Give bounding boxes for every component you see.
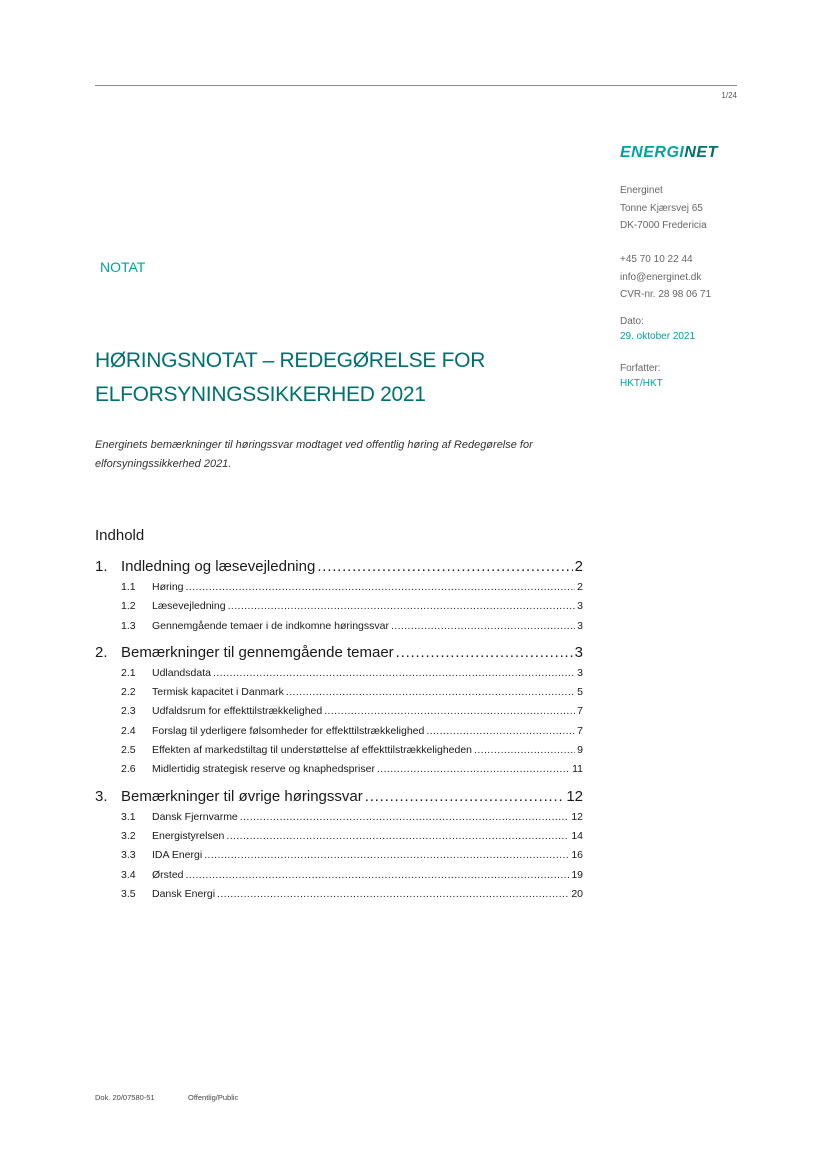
toc-subsection-entry[interactable] <box>95 664 583 683</box>
toc-entry-page: 11 <box>572 763 583 776</box>
toc-subsection-entry[interactable] <box>95 722 583 741</box>
toc-entry-label: Forslag til yderligere følsomheder for effekttilstrækkelighed <box>152 724 425 737</box>
page-indicator: 1/24 <box>721 91 737 100</box>
author-label: Forfatter: <box>620 363 661 374</box>
toc-entry-number: 3. <box>95 787 108 805</box>
document-type-label: NOTAT <box>100 259 146 275</box>
toc-entry-page: 14 <box>571 829 583 842</box>
toc-entry-label: Høring <box>152 581 184 593</box>
toc-subsection-entry[interactable] <box>95 617 583 636</box>
sender-city: DK-7000 Fredericia <box>620 220 707 231</box>
toc-entry-page: 7 <box>577 724 583 737</box>
toc-entry-number: 2.6 <box>121 763 136 776</box>
toc-entry-label: Midlertidig strategisk reserve og knaphedspriser <box>152 763 375 776</box>
toc-dot-leader <box>365 786 565 808</box>
toc-subsection-entry[interactable] <box>95 702 583 721</box>
logo-part-energi: ENERGI <box>620 144 685 161</box>
toc-entry-page: 20 <box>571 887 583 900</box>
author-value: HKT/HKT <box>620 377 663 389</box>
toc-entry-number: 2.5 <box>121 744 136 757</box>
sender-address <box>620 182 707 235</box>
toc-entry-page: 19 <box>571 868 583 881</box>
toc-entry-number: 1.2 <box>121 600 136 613</box>
toc-entry-page: 3 <box>577 619 583 632</box>
toc-section-entry[interactable] <box>95 786 583 808</box>
toc-entry-page: 12 <box>566 787 583 805</box>
toc-entry-page: 5 <box>577 686 583 699</box>
toc-dot-leader <box>217 885 569 904</box>
toc-dot-leader <box>226 827 569 846</box>
toc-dot-leader <box>396 642 573 664</box>
toc-dot-leader <box>286 683 575 702</box>
toc-entry-page: 3 <box>574 643 583 661</box>
toc-entry-page: 2 <box>577 581 583 593</box>
toc-entry-number: 3.3 <box>121 849 136 862</box>
toc-entry-number: 1.3 <box>121 619 136 632</box>
sender-cvr: CVR-nr. 28 98 06 71 <box>620 289 712 300</box>
toc-entry-label: Bemærkninger til øvrige høringssvar <box>121 787 363 805</box>
toc-entry-number: 2.4 <box>121 724 136 737</box>
toc-entry-number: 2.3 <box>121 705 136 718</box>
author-block <box>620 360 663 392</box>
toc-section-entry[interactable] <box>95 556 583 578</box>
toc-dot-leader <box>426 722 575 741</box>
toc-entry-number: 2.2 <box>121 686 136 699</box>
date-value: 29. oktober 2021 <box>620 330 696 342</box>
toc-dot-leader <box>186 866 570 885</box>
toc-entry-label: Bemærkninger til gennemgående temaer <box>121 643 394 661</box>
date-block <box>620 313 695 345</box>
sender-phone: +45 70 10 22 44 <box>620 254 693 265</box>
footer-doc-number: Dok. 20/07580-51 <box>95 1093 155 1102</box>
sender-contact <box>620 251 711 304</box>
toc-dot-leader <box>204 846 569 865</box>
toc-subsection-entry[interactable] <box>95 808 583 827</box>
toc-entry-label: Udfaldsrum for effekttilstrækkelighed <box>152 705 323 718</box>
header-rule <box>95 85 737 86</box>
toc-entry-number: 3.4 <box>121 868 136 881</box>
toc-entry-label: IDA Energi <box>152 849 203 862</box>
toc-entry-label: Effekten af markedstiltag til understøttelse af effekttilstrækkeligheden <box>152 744 473 757</box>
toc-entry-number: 2. <box>95 643 108 661</box>
toc-entry-label: Dansk Energi <box>152 887 216 900</box>
toc-entry-label: Dansk Fjernvarme <box>152 810 238 823</box>
toc-subsection-entry[interactable] <box>95 683 583 702</box>
sender-name: Energinet <box>620 185 663 196</box>
toc-entry-label: Gennemgående temaer i de indkomne høringssvar <box>152 619 389 632</box>
sender-email: info@energinet.dk <box>620 271 702 283</box>
table-of-contents <box>95 556 583 904</box>
toc-entry-label: Ørsted <box>152 868 184 881</box>
toc-entry-number: 3.5 <box>121 887 136 900</box>
toc-entry-label: Energistyrelsen <box>152 829 225 842</box>
toc-entry-label: Termisk kapacitet i Danmark <box>152 686 284 699</box>
toc-entry-number: 1. <box>95 558 108 575</box>
toc-dot-leader <box>377 760 570 779</box>
toc-subsection-entry[interactable] <box>95 827 583 846</box>
toc-entry-page: 7 <box>577 705 583 718</box>
toc-entry-label: Udlandsdata <box>152 666 211 679</box>
toc-entry-label: Læsevejledning <box>152 600 226 613</box>
footer-classification: Offentlig/Public <box>188 1093 239 1102</box>
toc-subsection-entry[interactable] <box>95 578 583 597</box>
toc-subsection-entry[interactable] <box>95 741 583 760</box>
toc-entry-page: 3 <box>577 600 583 613</box>
toc-subsection-entry[interactable] <box>95 846 583 865</box>
toc-dot-leader <box>324 702 575 721</box>
toc-entry-page: 12 <box>571 810 583 823</box>
toc-heading: Indhold <box>95 527 145 544</box>
toc-entry-number: 3.2 <box>121 829 136 842</box>
date-label: Dato: <box>620 316 644 327</box>
sender-street: Tonne Kjærsvej 65 <box>620 202 703 214</box>
toc-entry-label: Indledning og læsevejledning <box>121 558 316 575</box>
toc-dot-leader <box>240 808 570 827</box>
document-subtitle: Energinets bemærkninger til høringssvar modtaget ved offentlig høring af Redegørelse for elforsyningssikkerhed 2021. <box>95 439 533 470</box>
toc-subsection-entry[interactable] <box>95 885 583 904</box>
toc-dot-leader <box>391 617 575 636</box>
toc-subsection-entry[interactable] <box>95 760 583 779</box>
toc-dot-leader <box>474 741 575 760</box>
toc-dot-leader <box>228 597 576 616</box>
toc-entry-number: 1.1 <box>121 581 136 593</box>
toc-entry-page: 2 <box>574 558 583 575</box>
toc-entry-number: 3.1 <box>121 810 136 823</box>
toc-dot-leader <box>186 578 576 597</box>
energinet-logo <box>620 144 718 162</box>
toc-subsection-entry[interactable] <box>95 866 583 885</box>
toc-entry-page: 16 <box>571 849 583 862</box>
toc-dot-leader <box>213 664 575 683</box>
toc-entry-page: 9 <box>577 744 583 757</box>
toc-entry-number: 2.1 <box>121 666 136 679</box>
document-title: HØRINGSNOTAT – REDEGØRELSE FOR ELFORSYNINGSSIKKERHED 2021 <box>95 349 486 406</box>
toc-subsection-entry[interactable] <box>95 597 583 616</box>
toc-dot-leader <box>317 556 572 578</box>
toc-entry-page: 3 <box>577 666 583 679</box>
logo-part-net: NET <box>684 144 718 161</box>
toc-section-entry[interactable] <box>95 642 583 664</box>
